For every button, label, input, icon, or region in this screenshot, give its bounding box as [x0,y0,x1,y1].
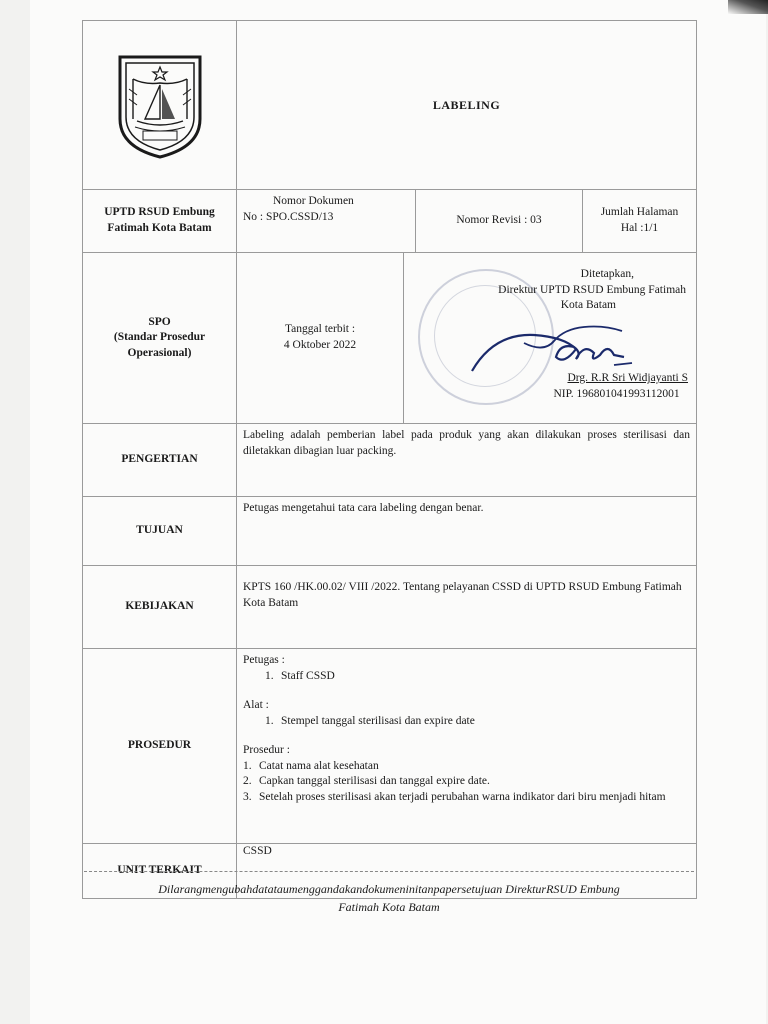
approval-line3: Kota Batam [560,299,616,312]
kebijakan-label-cell [83,566,237,649]
issue-date-value: 4 Oktober 2022 [283,339,357,351]
prosedur-label-cell [83,649,237,844]
unit-label: UNIT TERKAIT [117,864,202,877]
approval-line2: Direktur UPTD RSUD Embung Fatimah [498,283,686,296]
spo-info-cell [237,253,697,424]
pengertian-text: Labeling adalah pemberian label pada produk yang akan dilakukan proses sterilisasi dan diletakkan dibagian luar packing. [243,429,690,457]
page-corner-shadow [728,0,768,14]
list-item: 3. Setelah proses sterilisasi akan terjadi perubahan warna indikator dari biru menjadi hitam [243,790,666,803]
spo-full-name: (Standar Prosedur Operasional) [113,331,206,359]
approver-nip: NIP. 196801041993112001 [553,387,680,400]
title-cell [237,21,697,190]
alat-list [243,714,690,730]
doc-info-cell [237,190,697,253]
footer-line1: Dilarangmengubahdatataumenggandakandokumeninitanpapersetujuan DirekturRSUD Embung [158,882,620,896]
doc-number-label: Nomor Dokumen [273,195,354,207]
approval-text [404,267,686,314]
pengertian-label-cell [83,424,237,497]
list-item: 1. Catat nama alat kesehatan [243,759,379,772]
tujuan-label-cell [83,497,237,566]
tujuan-label: TUJUAN [136,524,183,537]
approver-name: Drg. R.R Sri Widjayanti S [567,372,688,384]
prosedur-text-cell [237,649,697,844]
footer-line2: Fatimah Kota Batam [338,900,440,914]
logo-cell [83,21,237,190]
doc-number-value: No : SPO.CSSD/13 [243,210,334,223]
revision-number: Nomor Revisi : 03 [416,190,583,252]
tujuan-text-cell [237,497,697,566]
doc-number-box [237,190,416,252]
kebijakan-label: KEBIJAKAN [125,600,194,613]
prosedur-label: PROSEDUR [127,739,192,752]
footer-divider [84,871,694,872]
unit-text: CSSD [243,845,272,857]
list-item: 2. Capkan tanggal sterilisasi dan tanggal expire date. [243,775,490,788]
list-item: 1. Stempel tanggal sterilisasi dan expire date [265,714,475,727]
list-item: 1. Staff CSSD [265,669,335,682]
document-title: LABELING [432,97,501,112]
page-count-value: Hal :1/1 [620,222,659,234]
alat-label: Alat : [243,699,269,712]
issue-date-box [237,253,404,423]
kebijakan-text-cell [237,566,697,649]
pengertian-label: PENGERTIAN [121,453,198,466]
approval-box [404,253,696,423]
tujuan-text: Petugas mengetahui tata cara labeling dengan benar. [243,502,484,514]
pengertian-text-cell [237,424,697,497]
spo-label-cell [83,253,237,424]
petugas-list [243,669,690,685]
institution-cell [83,190,237,253]
approval-line1: Ditetapkan, [580,268,634,280]
institution-name: UPTD RSUD Embung Fatimah Kota Batam [104,206,215,234]
petugas-label: Petugas : [243,654,285,666]
batam-city-emblem-icon [115,49,205,161]
approver-block [553,371,688,402]
spo-table [82,20,697,899]
page-count-box [583,190,696,252]
issue-date-label: Tanggal terbit : [284,323,356,336]
page-count-label: Jumlah Halaman [600,206,679,219]
kebijakan-text: KPTS 160 /HK.00.02/ VIII /2022. Tentang pelayanan CSSD di UPTD RSUD Embung Fatimah Kota Batam [243,581,682,609]
footer-notice [84,880,694,916]
prosedur-sub-label: Prosedur : [243,744,290,757]
spo-label: SPO [148,315,171,328]
prosedur-list [243,759,690,806]
